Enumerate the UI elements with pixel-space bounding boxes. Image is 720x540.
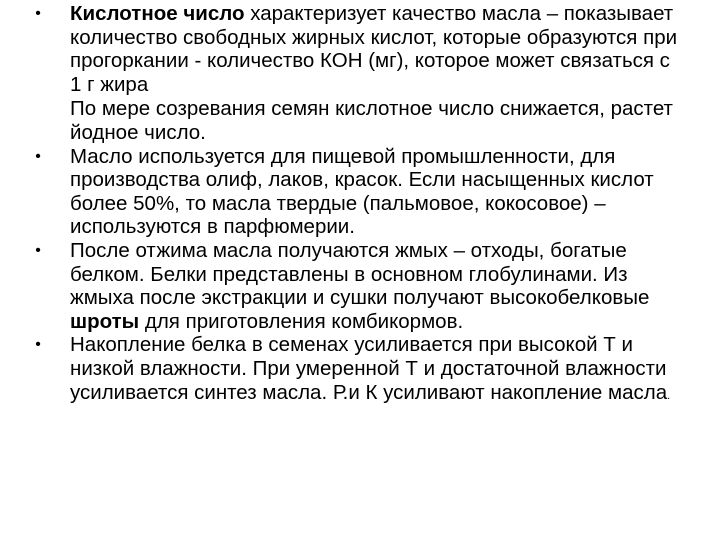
continuation-paragraph: По мере созревания семян кислотное число снижается, растет йодное число. xyxy=(70,97,673,144)
list-item-oil-usage xyxy=(28,145,678,239)
paragraph xyxy=(70,239,678,333)
list-item-oilcake xyxy=(28,239,678,333)
bold-term: Кислотное число xyxy=(70,2,245,25)
bullet-icon: • xyxy=(35,5,41,22)
item-text-after: для приготовления комбикормов. xyxy=(139,309,464,333)
bullet-icon: • xyxy=(35,147,41,165)
bullet-list xyxy=(28,2,678,408)
bold-term: шроты xyxy=(70,309,140,333)
bullet-icon: • xyxy=(35,336,41,354)
paragraph xyxy=(70,2,678,96)
item-text: Накопление белка в семенах усиливается при высокой Т и низкой влажности. При умеренной Т и достаточной влажности усиливается синтез масла. Р.и К усиливают накопление масла xyxy=(70,333,668,404)
item-text-before: После отжима масла получаются жмых – отходы, богатые белком. Белки представлены в основном глобулинами. Из жмыха после экстракции и сушки получают высокобелковые xyxy=(70,238,650,310)
list-item-protein-accumulation xyxy=(28,333,678,408)
end-mark: . xyxy=(667,389,671,402)
item-text: характеризует качество масла – показывает количество свободных жирных кислот, которые образуются при прогоркании - количество КОН (мг), которое может связаться с 1 г жира xyxy=(70,2,678,96)
item-text: Масло используется для пищевой промышленности, для производства олиф, лаков, красок. Если насыщенных кислот более 50%, то масла твердые (пальмовое, кокосовое) – используются в парфюмерии. xyxy=(70,144,654,239)
bullet-icon: • xyxy=(35,241,41,259)
paragraph xyxy=(70,333,678,408)
list-item-acid-number xyxy=(28,2,678,145)
